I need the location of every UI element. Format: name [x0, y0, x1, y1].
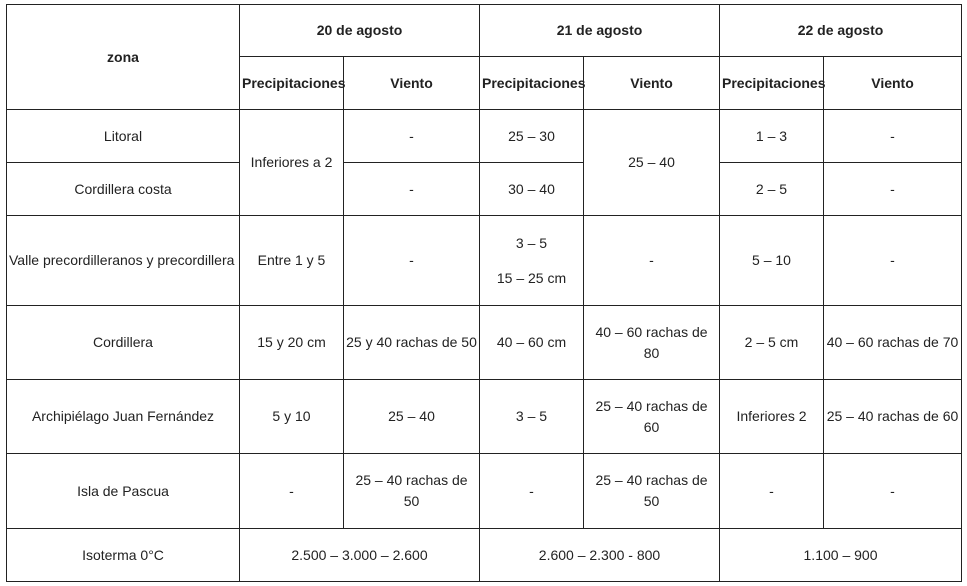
zona-cell: Archipiélago Juan Fernández	[7, 380, 240, 454]
header-viento-22: Viento	[824, 57, 962, 110]
cell-d20-viento: -	[344, 163, 480, 216]
cell-d21-precip-line-2: 15 – 25 cm	[496, 269, 567, 286]
cell-d20-viento: -	[344, 216, 480, 306]
table-row-cordillera-costa	[7, 163, 962, 216]
cell-d21-precip-line-1: 3 – 5	[515, 234, 548, 251]
cell-d22-precip: 1 – 3	[720, 110, 824, 163]
cell-d20-isoterma: 2.500 – 3.000 – 2.600	[240, 529, 480, 582]
zona-cell: Valle precordilleranos y precordillera	[7, 216, 240, 306]
table-row-isoterma	[7, 529, 962, 582]
header-zona: zona	[7, 5, 240, 110]
cell-d21-precip: 30 – 40	[480, 163, 584, 216]
cell-d20-viento: 25 – 40	[344, 380, 480, 454]
header-date-21: 21 de agosto	[480, 5, 720, 57]
cell-d21-viento: -	[584, 216, 720, 306]
zona-cell: Isla de Pascua	[7, 454, 240, 529]
table-row-cordillera	[7, 306, 962, 380]
cell-d20-precip: 15 y 20 cm	[240, 306, 344, 380]
cell-d22-viento: -	[824, 110, 962, 163]
header-date-22: 22 de agosto	[720, 5, 962, 57]
table-row-valle	[7, 216, 962, 306]
header-row-dates	[7, 5, 962, 57]
cell-d22-viento: 40 – 60 rachas de 70	[824, 306, 962, 380]
cell-d21-viento: 40 – 60 rachas de 80	[584, 306, 720, 380]
table-row-archipielago	[7, 380, 962, 454]
zona-cell: Cordillera costa	[7, 163, 240, 216]
cell-d20-viento: 25 – 40 rachas de 50	[344, 454, 480, 529]
cell-d21-isoterma: 2.600 – 2.300 - 800	[480, 529, 720, 582]
cell-d20-viento: -	[344, 110, 480, 163]
table-row-litoral	[7, 110, 962, 163]
cell-d22-precip: 2 – 5	[720, 163, 824, 216]
zona-cell: Cordillera	[7, 306, 240, 380]
cell-d22-viento: 25 – 40 rachas de 60	[824, 380, 962, 454]
cell-d20-precip: 5 y 10	[240, 380, 344, 454]
cell-d22-precip: Inferiores 2	[720, 380, 824, 454]
header-date-20: 20 de agosto	[240, 5, 480, 57]
cell-d21-viento: 25 – 40	[584, 110, 720, 216]
cell-d21-viento: 25 – 40 rachas de 60	[584, 380, 720, 454]
header-precip-20: Precipitaciones	[240, 57, 344, 110]
cell-d21-precip: 25 – 30	[480, 110, 584, 163]
cell-d22-precip: 2 – 5 cm	[720, 306, 824, 380]
cell-d20-precip: Inferiores a 2	[240, 110, 344, 216]
forecast-table	[6, 4, 962, 582]
cell-d22-precip: -	[720, 454, 824, 529]
cell-d21-viento: 25 – 40 rachas de 50	[584, 454, 720, 529]
cell-d21-precip: -	[480, 454, 584, 529]
cell-d22-viento: -	[824, 163, 962, 216]
header-precip-21: Precipitaciones	[480, 57, 584, 110]
cell-d21-precip: 40 – 60 cm	[480, 306, 584, 380]
cell-d20-precip: Entre 1 y 5	[240, 216, 344, 306]
header-viento-20: Viento	[344, 57, 480, 110]
zona-cell: Isoterma 0°C	[7, 529, 240, 582]
header-viento-21: Viento	[584, 57, 720, 110]
cell-d20-viento: 25 y 40 rachas de 50	[344, 306, 480, 380]
cell-d22-viento: -	[824, 454, 962, 529]
header-precip-22: Precipitaciones	[720, 57, 824, 110]
cell-d20-precip: -	[240, 454, 344, 529]
cell-d21-precip: 3 – 5	[480, 380, 584, 454]
cell-d22-precip: 5 – 10	[720, 216, 824, 306]
cell-d21-precip	[480, 216, 584, 306]
zona-cell: Litoral	[7, 110, 240, 163]
cell-d22-viento: -	[824, 216, 962, 306]
cell-d22-isoterma: 1.100 – 900	[720, 529, 962, 582]
table-row-pascua	[7, 454, 962, 529]
